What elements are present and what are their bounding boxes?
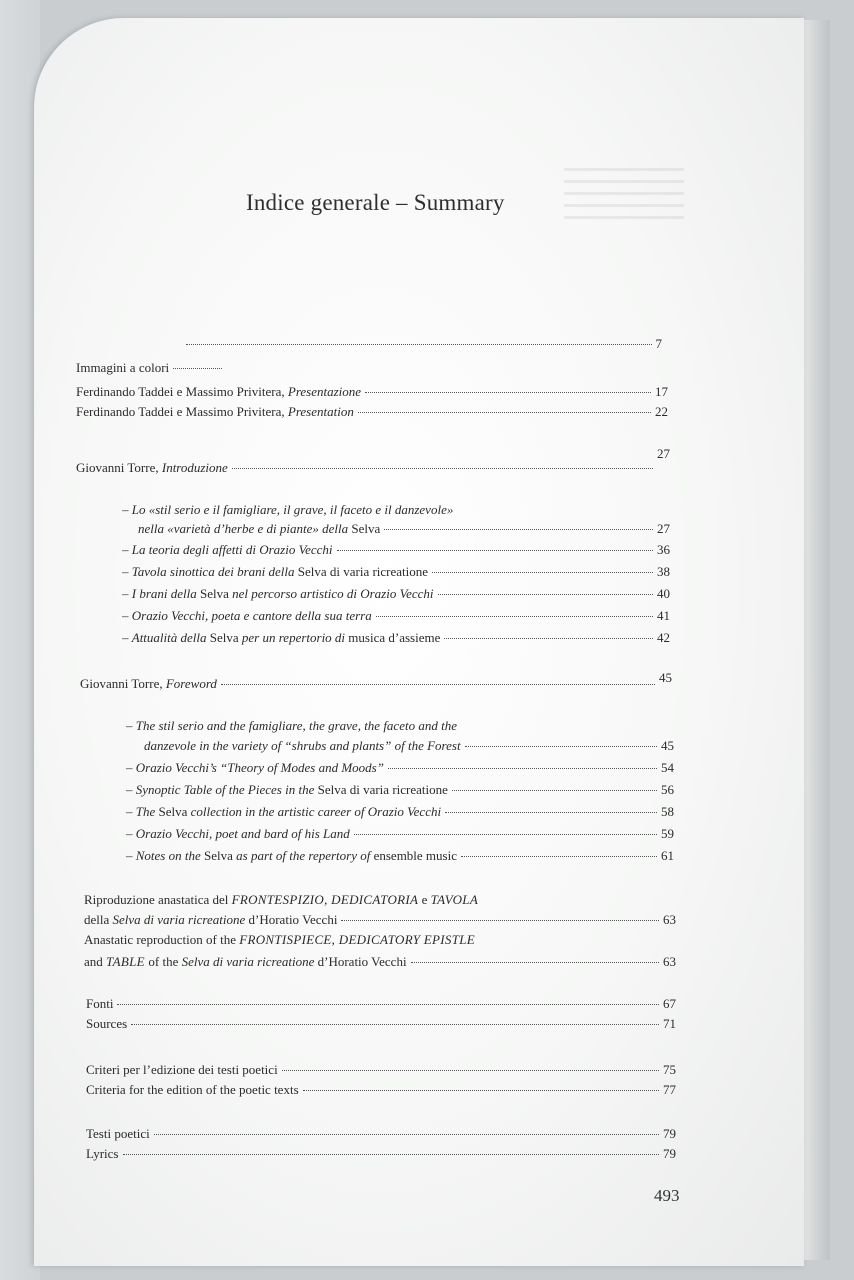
entry-title: Sources [86,1016,128,1031]
page-ref: 17 [655,384,668,399]
toc-entry [126,782,674,797]
toc-entry: – The stil serio and the famigliare, the grave, the faceto and the [126,718,457,733]
entry-title: – The Selva collection in the artistic career of Orazio Vecchi [126,804,442,819]
entry-title: – Tavola sinottica dei brani della Selva di varia ricreatione [122,564,429,579]
dot-leader [465,746,657,747]
book-page [34,18,804,1266]
dot-leader [154,1134,659,1135]
dot-leader [452,790,657,791]
entry-title: and TABLE of the Selva di varia ricreatione d’Horatio Vecchi [84,954,407,969]
page-ref: 40 [657,586,670,601]
page-ref: 54 [661,760,674,775]
dot-leader [376,616,653,617]
dot-leader [117,1004,659,1005]
toc-entry [126,760,674,775]
dot-leader [461,856,657,857]
page-ref: 27 [657,521,670,536]
page-ref: 63 [663,954,676,969]
dot-leader [282,1070,659,1071]
toc-entry [76,384,668,399]
page-ref: 45 [661,738,674,753]
entry-title: Fonti [86,996,114,1011]
entry-title: Criteria for the edition of the poetic texts [86,1082,299,1097]
dot-leader [384,529,653,530]
toc-entry: Anastatic reproduction of the FRONTISPIECE, DEDICATORY EPISTLE [84,932,476,947]
page-ref: 77 [663,1082,676,1097]
page-ref: 56 [661,782,674,797]
dot-leader [354,834,657,835]
toc-entry [86,1062,676,1077]
toc-entry [122,630,670,645]
page-ref: 71 [663,1016,676,1031]
toc-entry: – Lo «stil serio e il famigliare, il grave, il faceto e il danzevole» [122,502,454,517]
page-ref: 58 [661,804,674,819]
dot-leader [303,1090,659,1091]
toc-entry [76,360,226,375]
entry-title: – I brani della Selva nel percorso artistico di Orazio Vecchi [122,586,434,601]
page-ref: 67 [663,996,676,1011]
entry-title: – Attualità della Selva per un repertorio di musica d’assieme [122,630,441,645]
page-title: Indice generale – Summary [246,190,505,215]
toc-entry [122,586,670,601]
toc-entry [76,446,670,475]
toc-entry [84,912,676,927]
table-of-contents [34,18,804,1266]
dot-leader [123,1154,660,1155]
page-ref: 79 [663,1146,676,1161]
dot-leader [445,812,657,813]
toc-entry [122,608,670,623]
toc-entry [126,826,674,841]
page-ref: 45 [659,670,672,685]
toc-entry [86,996,676,1011]
toc-entry [86,1126,676,1141]
entry-title: – Orazio Vecchi’s “Theory of Modes and Moods” [126,760,384,775]
page-ref: 7 [655,336,662,351]
page-ref: 41 [657,608,670,623]
page-ref: 63 [663,912,676,927]
dot-leader [337,550,653,551]
entry-title: Giovanni Torre, Introduzione [76,460,228,475]
toc-entry [84,954,676,969]
page-ref: 42 [657,630,670,645]
entry-title: Lyrics [86,1146,119,1161]
entry-title: Immagini a colori [76,360,170,375]
page-ref: 27 [657,446,670,461]
toc-entry [76,404,668,419]
entry-title: nella «varietà d’herbe e di piante» della Selva [138,521,381,536]
entry-title: Criteri per l’edizione dei testi poetici [86,1062,278,1077]
dot-leader [411,962,659,963]
toc-entry: Riproduzione anastatica del FRONTESPIZIO, DEDICATORIA e TAVOLA [84,892,479,907]
dot-leader [444,638,653,639]
dot-leader [173,368,222,369]
toc-entry [186,336,662,351]
page-ref: 75 [663,1062,676,1077]
toc-entry [86,1146,676,1161]
dot-leader [341,920,659,921]
toc-entry [122,542,670,557]
page-ref: 38 [657,564,670,579]
dot-leader [358,412,651,413]
toc-entry [86,1082,676,1097]
toc-entry [126,804,674,819]
toc-entry [138,521,670,536]
dot-leader [438,594,654,595]
page-ref: 59 [661,826,674,841]
dot-leader [365,392,651,393]
toc-entry [126,848,674,863]
dot-leader [232,468,653,469]
entry-title: – Notes on the Selva as part of the repertory of ensemble music [126,848,457,863]
toc-entry [86,1016,676,1031]
toc-entry [122,564,670,579]
dot-leader [221,684,655,685]
entry-title: Ferdinando Taddei e Massimo Privitera, Presentation [76,404,354,419]
toc-entry [80,670,672,691]
page-ref: 22 [655,404,668,419]
entry-title: Testi poetici [86,1126,150,1141]
page-ref: 36 [657,542,670,557]
entry-title: Giovanni Torre, Foreword [80,676,217,691]
dot-leader [186,344,652,345]
entry-title: danzevole in the variety of “shrubs and plants” of the Forest [144,738,461,753]
dot-leader [432,572,653,573]
toc-entry [144,738,674,753]
entry-title: – La teoria degli affetti di Orazio Vecchi [122,542,333,557]
entry-title: della Selva di varia ricreatione d’Horatio Vecchi [84,912,338,927]
page-ref: 61 [661,848,674,863]
dot-leader [131,1024,659,1025]
entry-title: – Orazio Vecchi, poet and bard of his Land [126,826,350,841]
entry-title: Ferdinando Taddei e Massimo Privitera, Presentazione [76,384,362,399]
dot-leader [388,768,657,769]
entry-title: – Orazio Vecchi, poeta e cantore della sua terra [122,608,372,623]
page-number: 493 [654,1186,680,1205]
entry-title: – Synoptic Table of the Pieces in the Selva di varia ricreatione [126,782,448,797]
page-ref: 79 [663,1126,676,1141]
